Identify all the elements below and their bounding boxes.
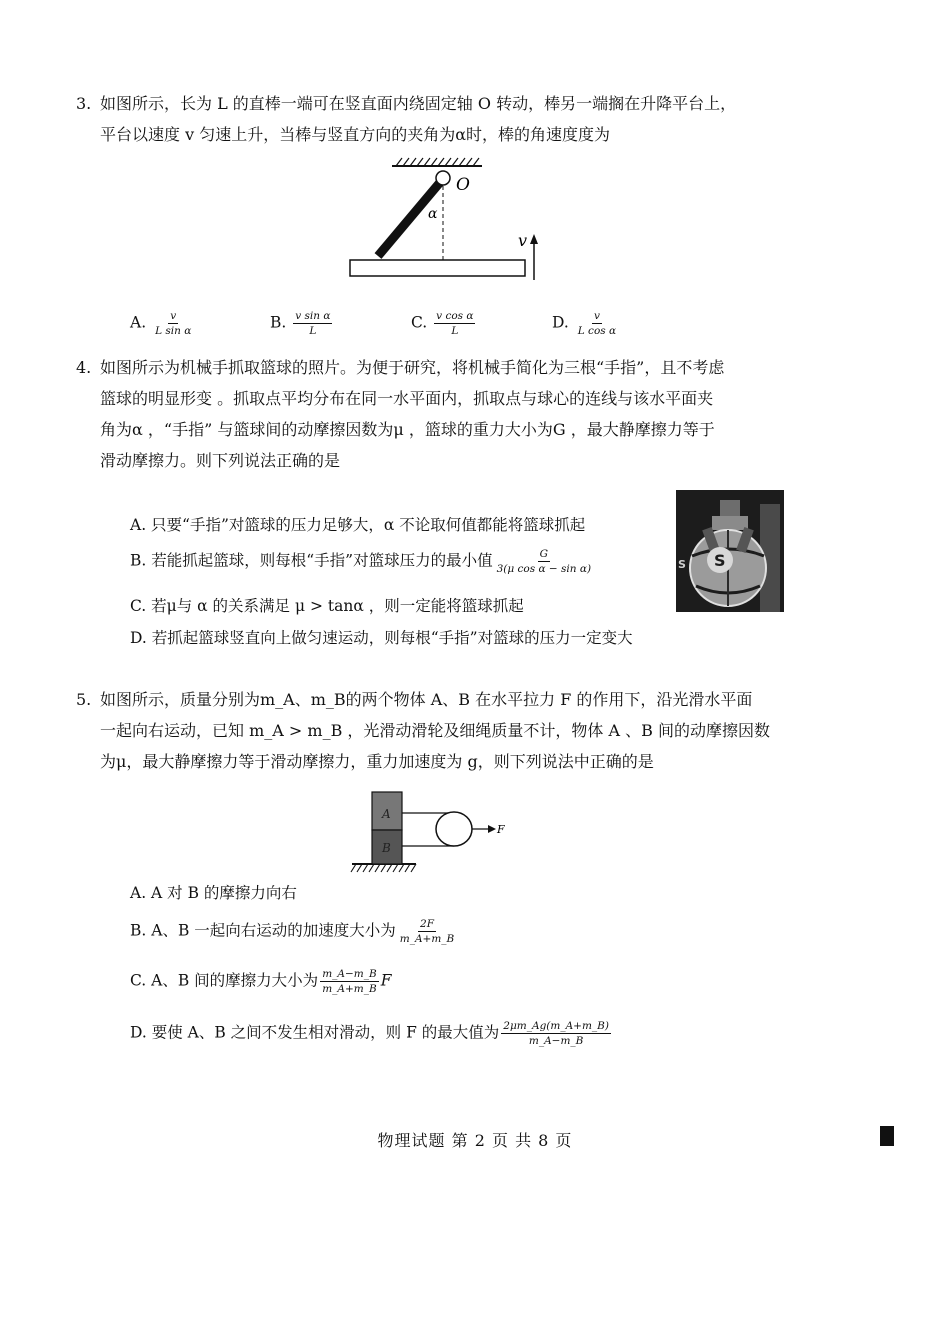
question-4-number: 4. xyxy=(76,358,92,377)
question-3-line-1: 如图所示，长为 L 的直棒一端可在竖直面内绕固定轴 O 转动，棒另一端搁在升降平台上， xyxy=(100,94,737,113)
question-4-option-c: C. 若μ与 α 的关系满足 μ > tanα ，则一定能将篮球抓起 xyxy=(130,597,524,615)
block-label-a: A xyxy=(382,807,391,821)
question-4-line-3: 角为α ，“手指” 与篮球间的动摩擦因数为μ ，篮球的重力大小为G ，最大静摩擦力等于 xyxy=(100,420,715,439)
question-3-number: 3. xyxy=(76,94,92,113)
question-5-option-d: D. 要使 A、B 之间不发生相对滑动，则 F 的最大值为 $\frac{2\mu m\_Ag(m\_A+m\_B)}{m\_A-m\_B}$ xyxy=(130,1020,609,1047)
question-3-option-a: A. $\frac{v}{\text{L sin α}}$ xyxy=(130,310,192,337)
fraction: $\frac{v}{\text{L cos α}}$ xyxy=(577,310,617,337)
fraction: $\frac{2F}{m\_A+m\_B}$ xyxy=(399,918,455,945)
fraction: $\frac{\text{v cos α}}{L}$ xyxy=(436,310,474,337)
question-3-stem xyxy=(100,88,800,150)
figure-label-o: O xyxy=(456,175,470,195)
question-5-number: 5. xyxy=(76,690,92,709)
question-4-stem xyxy=(100,352,800,476)
fraction: $\frac{G}{\text{3(μ cos α − sin α)}}$ xyxy=(496,548,592,575)
question-4-line-1: 如图所示为机械手抓取篮球的照片。为便于研究，将机械手简化为三根“手指”，且不考虑 xyxy=(100,358,725,377)
question-3-option-d: D. $\frac{v}{\text{L cos α}}$ xyxy=(552,310,617,337)
figure-label-v: v xyxy=(518,231,528,250)
question-5-option-a: A. A 对 B 的摩擦力向右 xyxy=(130,884,297,902)
fraction: $\frac{\text{v sin α}}{L}$ xyxy=(295,310,331,337)
question-5-line-1: 如图所示，质量分别为m_A、m_B的两个物体 A、B 在水平拉力 F 的作用下，沿光滑水平面 xyxy=(100,690,753,709)
question-5 xyxy=(76,684,800,777)
force-label-f: F xyxy=(497,823,505,836)
corner-mark xyxy=(880,1126,894,1146)
side-letter: S xyxy=(678,558,686,571)
fraction: $\frac{2\mu m\_Ag(m\_A+m\_B)}{m\_A-m\_B}$ xyxy=(503,1020,609,1047)
question-4-option-d: D. 若抓起篮球竖直向上做匀速运动，则每根“手指”对篮球的压力一定变大 xyxy=(130,629,633,647)
question-5-option-c: C. A、B 间的摩擦力大小为 $\frac{m\_A-m\_B}{m\_A+m\_B}$ F xyxy=(130,968,392,995)
question-4-option-b: B. 若能抓起篮球，则每根“手指”对篮球压力的最小值 $\frac{G}{\text{3(μ cos α − sin α)}}$ xyxy=(130,548,592,575)
question-5-option-b: B. A、B 一起向右运动的加速度大小为 $\frac{2F}{m\_A+m\_B}$ xyxy=(130,918,455,945)
ball-letter: S xyxy=(714,551,726,570)
question-4 xyxy=(76,352,800,476)
block-label-b: B xyxy=(382,841,391,855)
question-4-line-2: 篮球的明显形变 。抓取点平均分布在同一水平面内，抓取点与球心的连线与该水平面夹 xyxy=(100,389,714,408)
fraction: $\frac{m\_A-m\_B}{m\_A+m\_B}$ xyxy=(322,968,377,995)
question-5-line-3: 为μ，最大静摩擦力等于滑动摩擦力，重力加速度为 g，则下列说法中正确的是 xyxy=(100,752,654,771)
question-3 xyxy=(76,88,800,150)
question-3-option-c: C. $\frac{\text{v cos α}}{L}$ xyxy=(411,310,474,337)
question-5-line-2: 一起向右运动，已知 m_A > m_B ，光滑动滑轮及细绳质量不计，物体 A 、B 间的动摩擦因数 xyxy=(100,721,770,740)
page-footer: 物理试题 第 2 页 共 8 页 xyxy=(377,1131,573,1150)
question-5-stem xyxy=(100,684,800,777)
figure-label-alpha: α xyxy=(428,206,438,222)
fraction: $\frac{v}{\text{L sin α}}$ xyxy=(155,310,192,337)
question-4-option-a: A. 只要“手指”对篮球的压力足够大，α 不论取何值都能将篮球抓起 xyxy=(130,516,586,534)
robot-hand-photo xyxy=(676,490,784,612)
question-3-figure xyxy=(340,150,550,285)
question-4-line-4: 滑动摩擦力。则下列说法正确的是 xyxy=(100,451,341,470)
question-3-option-b: B. $\frac{\text{v sin α}}{L}$ xyxy=(270,310,331,337)
question-3-line-2: 平台以速度 v 匀速上升，当棒与竖直方向的夹角为α时，棒的角速度度为 xyxy=(100,125,611,144)
question-5-figure xyxy=(350,788,510,878)
